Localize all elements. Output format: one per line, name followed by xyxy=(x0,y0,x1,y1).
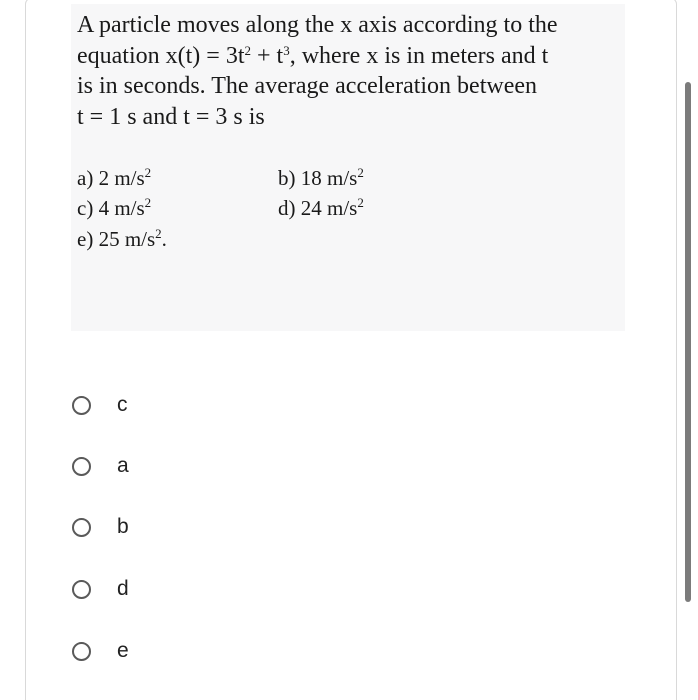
question-text xyxy=(77,10,617,132)
answer-choice-label: a xyxy=(117,454,129,477)
option-b-text: b) 18 $m/s^2$ xyxy=(278,165,364,190)
answer-choice-label: b xyxy=(117,515,129,538)
answer-choice-label: d xyxy=(117,577,129,600)
radio-button[interactable] xyxy=(72,642,91,661)
option-a-text: a) 2 $m/s^2$ xyxy=(77,165,152,190)
question-line-3: is in seconds. The average acceleration between xyxy=(77,73,538,99)
question-line-2: equation $x(t) = 3t^2 + t^3$, where x is in meters and t xyxy=(77,42,549,69)
radio-button[interactable] xyxy=(72,518,91,537)
answer-choice-b[interactable] xyxy=(72,514,129,540)
answer-choice-label: e xyxy=(117,639,129,662)
question-line-4: t = 1 s and t = 3 s is xyxy=(77,103,265,130)
option-d-text: d) 24 $m/s^2$ xyxy=(278,195,364,220)
radio-button[interactable] xyxy=(72,396,91,415)
answer-choice-label: c xyxy=(117,393,128,416)
radio-button[interactable] xyxy=(72,580,91,599)
answer-choice-e[interactable] xyxy=(72,638,129,664)
answer-choice-c[interactable] xyxy=(72,392,128,418)
scrollbar-thumb[interactable] xyxy=(685,82,691,602)
answer-choice-d[interactable] xyxy=(72,576,129,602)
question-image xyxy=(71,4,625,331)
question-line-1: A particle moves along the x axis according to the xyxy=(77,12,558,38)
radio-button[interactable] xyxy=(72,457,91,476)
option-e-text: e) 25 $m/s^2$. xyxy=(77,226,167,251)
answer-choice-a[interactable] xyxy=(72,453,129,479)
option-c-text: c) 4 $m/s^2$ xyxy=(77,195,152,220)
